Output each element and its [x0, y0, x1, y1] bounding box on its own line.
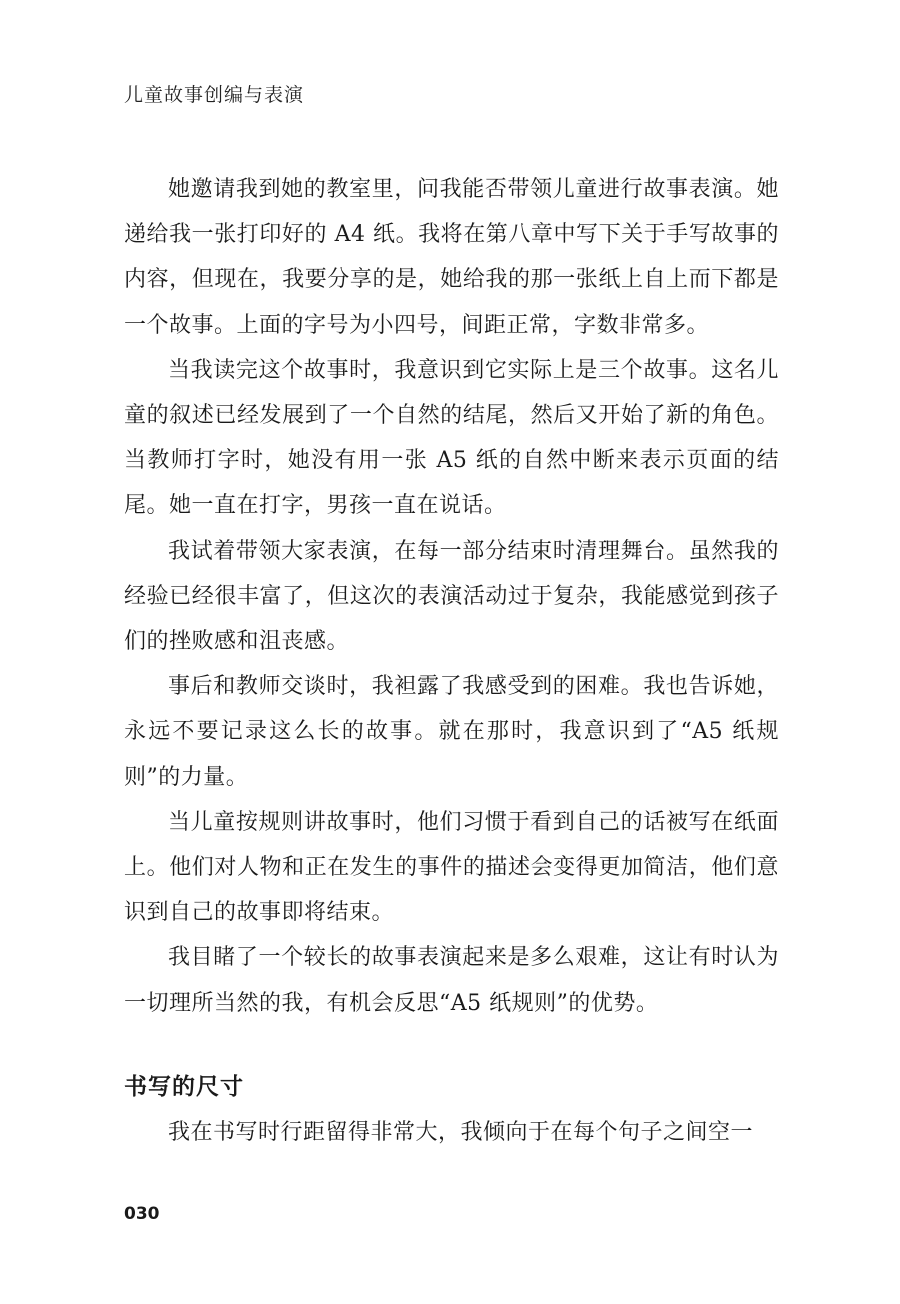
section-body	[124, 1110, 779, 1155]
running-header: 儿童故事创编与表演	[124, 84, 305, 106]
paragraph: 事后和教师交谈时，我袒露了我感受到的困难。我也告诉她，永远不要记录这么长的故事。就在那时，我意识到了“A5 纸规则”的力量。	[124, 674, 779, 790]
page-number: 030	[124, 1204, 160, 1224]
paragraph: 当我读完这个故事时，我意识到它实际上是三个故事。这名儿童的叙述已经发展到了一个自然的结尾，然后又开始了新的角色。当教师打字时，她没有用一张 A5 纸的自然中断来表示页面的结尾。她一直在打字，男孩一直在说话。	[124, 357, 779, 519]
paragraph: 我试着带领大家表演，在每一部分结束时清理舞台。虽然我的经验已经很丰富了，但这次的表演活动过于复杂，我能感觉到孩子们的挫败感和沮丧感。	[124, 538, 779, 655]
paragraph: 我目睹了一个较长的故事表演起来是多么艰难，这让有时认为一切理所当然的我，有机会反思“A5 纸规则”的优势。	[124, 945, 779, 1016]
paragraph: 我在书写时行距留得非常大，我倾向于在每个句子之间空一	[168, 1120, 754, 1145]
paragraph: 当儿童按规则讲故事时，他们习惯于看到自己的话被写在纸面上。他们对人物和正在发生的事件的描述会变得更加简洁，他们意识到自己的故事即将结束。	[124, 809, 779, 926]
body-text	[124, 167, 779, 1026]
paragraph: 她邀请我到她的教室里，问我能否带领儿童进行故事表演。她递给我一张打印好的 A4 纸。我将在第八章中写下关于手写故事的内容，但现在，我要分享的是，她给我的那一张纸上自上而下都是一个故事。上面的字号为小四号，间距正常，字数非常多。	[124, 177, 779, 338]
section-heading: 书写的尺寸	[124, 1074, 244, 1100]
